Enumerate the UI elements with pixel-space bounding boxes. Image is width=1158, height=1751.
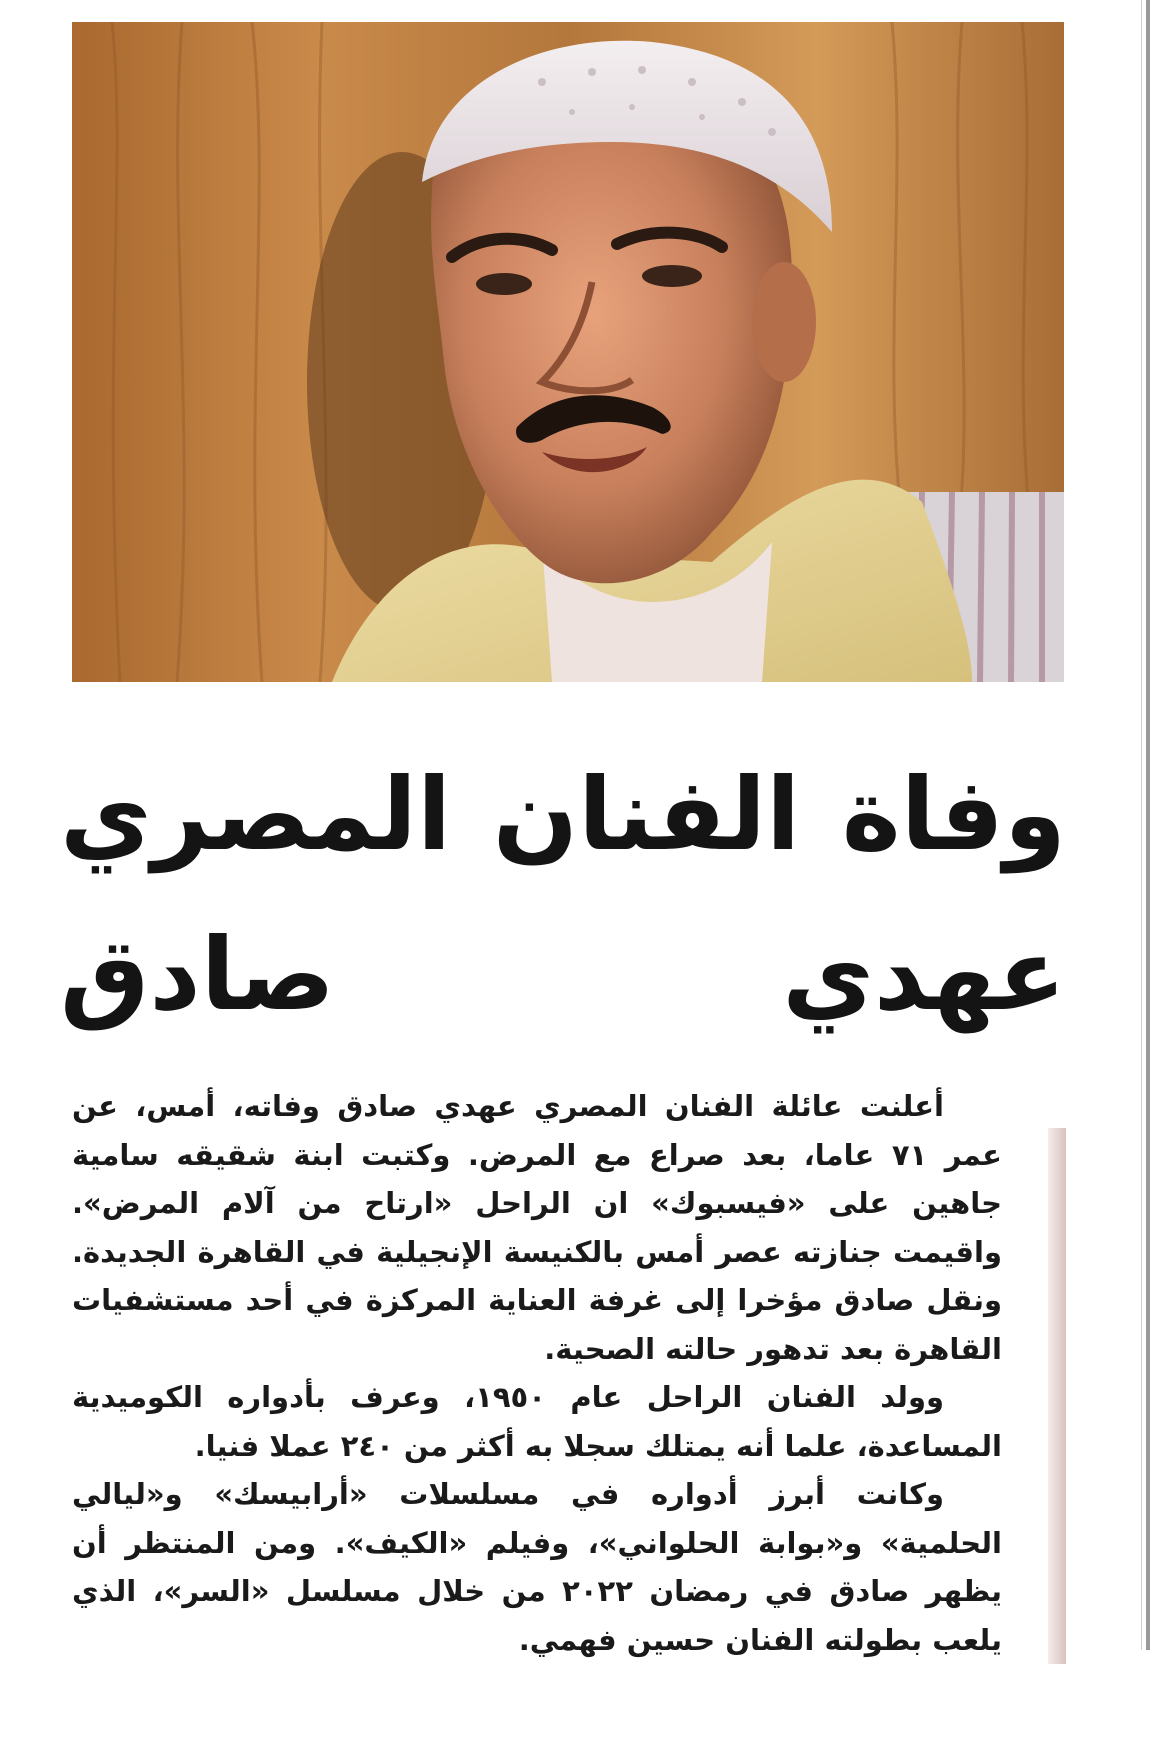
article-paragraph: أعلنت عائلة الفنان المصري عهدي صادق وفاته، أمس، عن عمر ٧١ عاما، بعد صراع مع المرض. وكتبت ابنة شقيقه سامية جاهين على «فيسبوك» ان الراحل «ارتاح من آلام المرض». واقيمت جنازته عصر أمس بالكنيسة الإنجيلية في القاهرة الجديدة. ونقل صادق مؤخرا إلى غرفة العناية المركزة في أحد مستشفيات القاهرة بعد تدهور حالته الصحية. [72, 1089, 1002, 1366]
headline-line-2: عهدي صادق [60, 916, 1066, 1033]
headline-line-1: وفاة الفنان المصري [60, 756, 1066, 873]
column-divider-thin [1141, 0, 1142, 1650]
article-body [72, 1082, 1002, 1664]
headline [60, 735, 1066, 1055]
portrait-photo [72, 22, 1064, 682]
article-paragraph: وولد الفنان الراحل عام ١٩٥٠، وعرف بأدواره الكوميدية المساعدة، علما أنه يمتلك سجلا به أكثر من ٢٤٠ عملا فنيا. [72, 1380, 1002, 1463]
article-paragraph: وكانت أبرز أدواره في مسلسلات «أرابيسك» و«ليالي الحلمية» و«بوابة الحلواني»، وفيلم «الكيف». ومن المنتظر أن يظهر صادق في رمضان ٢٠٢٢ من خلال مسلسل «السر»، الذي يلعب بطولته الفنان حسين فهمي. [72, 1477, 1002, 1657]
column-divider [1146, 0, 1150, 1650]
side-shade-strip [1048, 1128, 1066, 1664]
